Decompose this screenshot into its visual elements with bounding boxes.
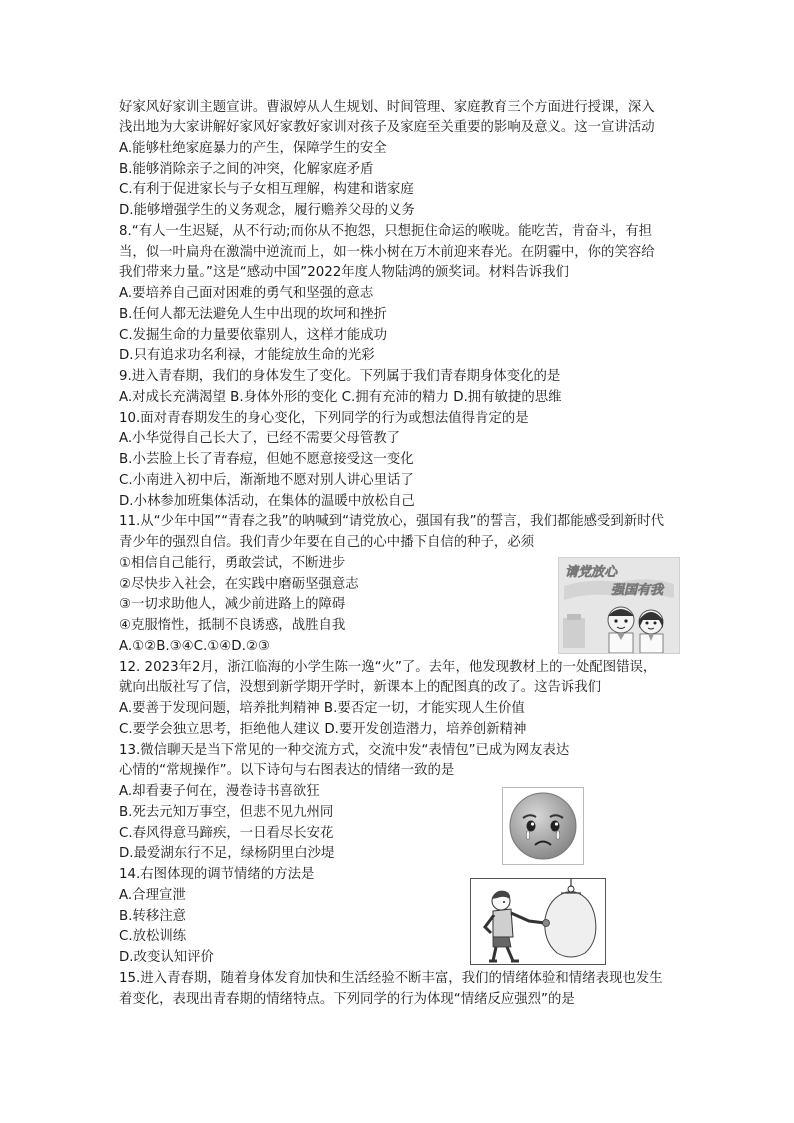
q12-stem-line-1: 12. 2023年2月，浙江临海的小学生陈一逸“火”了。去年，他发现教材上的一处配图错误， — [119, 660, 657, 675]
q11-item-3: ③一切求助他人，减少前进路上的障碍 — [119, 597, 346, 612]
q7-option-d: D.能够增强学生的义务观念，履行赡养父母的义务 — [119, 203, 415, 218]
q11-item-4: ④克服惰性，抵制不良诱惑，战胜自我 — [119, 618, 346, 633]
q10-option-c: C.小南进入初中后，渐渐地不愿对别人讲心里话了 — [119, 473, 414, 488]
q8-stem-line-2: 当，似一叶扁舟在激湍中逆流而上，如一株小树在万木前迎来春光。在阴霾中，你的笑容给 — [119, 245, 655, 260]
q15-stem-line-1: 15.进入青春期，随着身体发育加快和生活经验不断丰富，我们的情绪体验和情绪表现也发生 — [119, 971, 663, 986]
q7-intro-line-1: 好家风好家训主题宣讲。曹淑婷从人生规划、时间管理、家庭教育三个方面进行授课，深入 — [119, 100, 655, 115]
q8-option-c: C.发掘生命的力量要依靠别人，这样才能成功 — [119, 328, 388, 343]
q12-options-line-1: A.要善于发现问题，培养批判精神 B.要否定一切，才能实现人生价值 — [119, 701, 525, 716]
q11-options: A.①②B.③④C.①④D.②③ — [119, 639, 270, 654]
q9-stem: 9.进入青春期，我们的身体发生了变化。下列属于我们青春期身体变化的是 — [119, 369, 561, 384]
q7-option-b: B.能够消除亲子之间的冲突，化解家庭矛盾 — [119, 162, 374, 177]
q8-stem-line-1: 8.“有人一生迟疑，从不行动;而你从不抱怨，只想扼住命运的喉咙。能吃苦，肯奋斗，有担 — [119, 224, 653, 239]
q13-option-a: A.却看妻子何在，漫卷诗书喜欲狂 — [119, 784, 320, 799]
q14-option-c: C.放松训练 — [119, 929, 187, 944]
q13-stem-line-1: 13.微信聊天是当下常见的一种交流方式，交流中发“表情包”已成为网友表达 — [119, 743, 570, 758]
q11-item-2: ②尽快步入社会，在实践中磨砺坚强意志 — [119, 577, 359, 592]
q8-option-a: A.要培养自己面对困难的勇气和坚强的意志 — [119, 286, 374, 301]
q13-stem-line-2: 心情的“常规操作”。以下诗句与右图表达的情绪一致的是 — [119, 763, 455, 778]
poster-text-line-2: 强国有我 — [611, 583, 664, 598]
q14-stem: 14.右图体现的调节情绪的方法是 — [119, 867, 315, 882]
q8-option-d: D.只有追求功名利禄，才能绽放生命的光彩 — [119, 348, 375, 363]
q15-stem-line-2: 着变化，表现出青春期的情绪特点。下列同学的行为体现“情绪反应强烈”的是 — [119, 992, 575, 1007]
sad-emoji-image — [502, 787, 584, 865]
q13-option-d: D.最爱湖东行不足，绿杨阴里白沙堤 — [119, 846, 335, 861]
q9-options: A.对成长充满渴望 B.身体外形的变化 C.拥有充沛的精力 D.拥有敏捷的思维 — [119, 390, 562, 405]
sad-face-icon — [503, 788, 583, 864]
q8-stem-line-3: 我们带来力量。”这是“感动中国”2022年度人物陆鸿的颁奖词。材料告诉我们 — [119, 265, 569, 280]
boy-punching-bag-drawing — [471, 879, 605, 964]
q10-option-a: A.小华觉得自己长大了，已经不需要父母管教了 — [119, 431, 400, 446]
q11-stem-line-2: 青少年的强烈自信。我们青少年要在自己的心中播下自信的种子，必须 — [119, 535, 535, 550]
q14-option-a: A.合理宣泄 — [119, 888, 186, 903]
q12-stem-line-2: 就向出版社写了信，没想到新学期开学时，新课本上的配图真的改了。这告诉我们 — [119, 680, 602, 695]
q13-option-c: C.春风得意马蹄疾，一日看尽长安花 — [119, 826, 334, 841]
q7-option-a: A.能够杜绝家庭暴力的产生，保障学生的安全 — [119, 141, 387, 156]
q13-option-b: B.死去元知万事空，但悲不见九州同 — [119, 805, 334, 820]
q11-stem-line-1: 11.从“少年中国”“青春之我”的呐喊到“请党放心，强国有我”的誓言，我们都能感受到新时代 — [119, 514, 664, 529]
poster-text-line-1: 请党放心 — [565, 565, 618, 580]
q7-option-c: C.有利于促进家长与子女相互理解，构建和谐家庭 — [119, 182, 414, 197]
q11-item-1: ①相信自己能行，勇敢尝试，不断进步 — [119, 556, 346, 571]
q14-option-b: B.转移注意 — [119, 909, 187, 924]
q7-intro-line-2: 浅出地为大家讲解好家风好家教好家训对孩子及家庭至关重要的影响及意义。这一宣讲活动 — [119, 120, 655, 135]
q10-stem: 10.面对青春期发生的身心变化，下列同学的行为或想法值得肯定的是 — [119, 411, 529, 426]
q11-poster-illustration — [558, 557, 680, 654]
boxing-bag-illustration — [470, 878, 606, 965]
q10-option-b: B.小芸脸上长了青春痘，但她不愿意接受这一变化 — [119, 452, 414, 467]
q10-option-d: D.小林参加班集体活动，在集体的温暖中放松自己 — [119, 494, 415, 509]
q14-option-d: D.改变认知评价 — [119, 950, 214, 965]
q12-options-line-2: C.要学会独立思考，拒绝他人建议 D.要开发创造潜力，培养创新精神 — [119, 722, 527, 737]
q8-option-b: B.任何人都无法避免人生中出现的坎坷和挫折 — [119, 307, 387, 322]
